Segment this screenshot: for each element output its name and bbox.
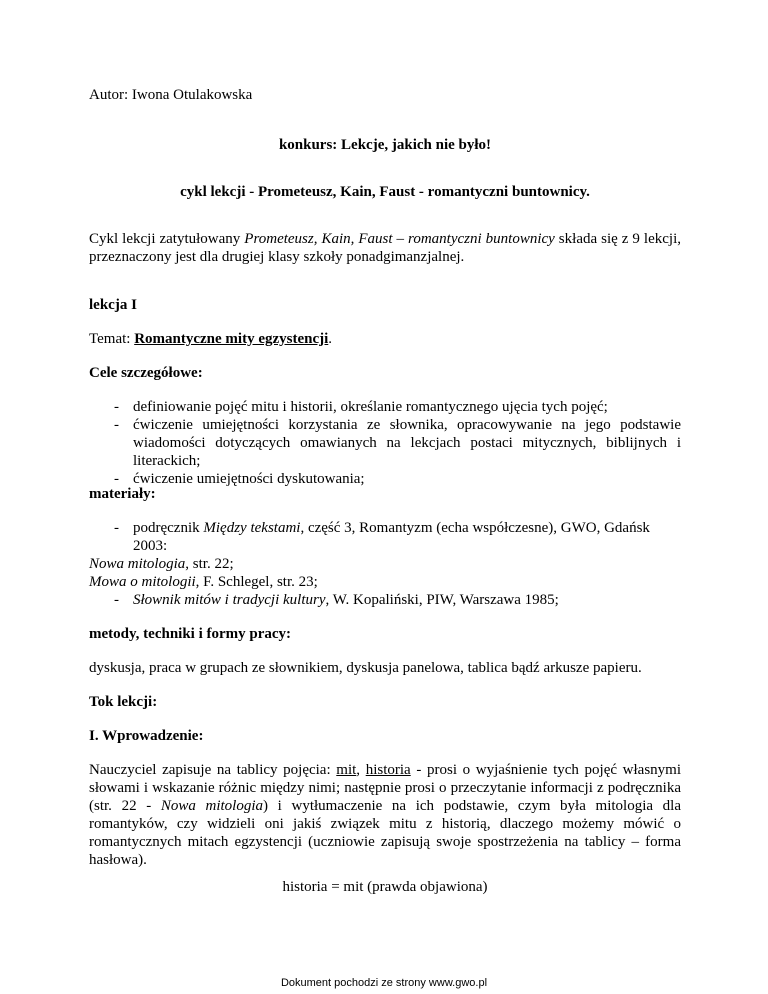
material-book-title: Słownik mitów i tradycji kultury xyxy=(133,592,326,608)
methods-heading: metody, techniki i formy pracy: xyxy=(89,626,292,642)
topic-end: . xyxy=(328,331,333,347)
methods-text: dyskusja, praca w grupach ze słownikiem, dyskusja panelowa, tablica bądź arkusze papieru. xyxy=(89,660,642,676)
goal-text: definiowanie pojęć mitu i historii, określanie romantycznego ujęcia tych pojęć; xyxy=(133,399,608,415)
goal-item xyxy=(89,398,681,416)
topic-label: Temat: xyxy=(89,331,135,347)
materials-block xyxy=(89,519,681,609)
intro-paragraph xyxy=(89,230,681,266)
goal-text: ćwiczenie umiejętności dyskutowania; xyxy=(133,471,365,487)
intro-source-title: Nowa mitologia xyxy=(160,798,264,814)
intro-text: Nauczyciel zapisuje na tablicy pojęcia: xyxy=(89,762,337,778)
material-text: , F. Schlegel, str. 23; xyxy=(195,574,318,590)
formula-line: historia = mit (prawda objawiona) xyxy=(282,879,488,895)
goal-item xyxy=(89,416,681,470)
material-line-mowa xyxy=(89,573,681,591)
material-dash: - xyxy=(114,520,119,536)
lesson-heading: lekcja I xyxy=(89,297,137,313)
intro-text-2: składa się z 9 lekcji, przeznaczony jest dla drugiej klasy szkoły ponadgimanzjalnej. xyxy=(89,231,681,265)
term-mit: mit xyxy=(336,762,357,778)
materials-heading: materiały: xyxy=(89,486,156,502)
term-historia: historia xyxy=(365,762,411,778)
material-text: , str. 22; xyxy=(185,556,234,572)
contest-title: konkurs: Lekcje, jakich nie było! xyxy=(278,137,492,153)
goal-dash: - xyxy=(114,471,119,487)
material-dash: - xyxy=(114,592,119,608)
material-text: , W. Kopaliński, PIW, Warszawa 1985; xyxy=(325,592,559,608)
goals-list xyxy=(89,398,681,488)
material-title: Mowa o mitologii xyxy=(89,574,196,590)
footer-source: Dokument pochodzi ze strony www.gwo.pl xyxy=(280,977,488,989)
intro-text: ) i wytłumaczenie na ich podstawie, czym była mitologia dla romantyków, czy widzieli oni jakiś związek mitu z historią, dlaczego możemy mówić o romantycznych mitach egzystencji (uczniowie zapisują swoje spostrzeżenia na tablicy – forma hasłowa). xyxy=(89,798,681,868)
goals-heading: Cele szczegółowe: xyxy=(89,365,203,381)
material-text: podręcznik xyxy=(133,520,204,536)
topic-line xyxy=(89,330,681,348)
goal-text: ćwiczenie umiejętności korzystania ze słownika, opracowywanie na jego podstawie wiadomości dotyczących omawianych na lekcjach postaci mitycznych, biblijnych i literackich; xyxy=(133,417,681,469)
document-page xyxy=(89,0,681,994)
material-title: Nowa mitologia xyxy=(89,556,186,572)
intro-text-1: Cykl lekcji zatytułowany xyxy=(89,231,245,247)
material-text: , część 3, Romantyzm (echa współczesne), GWO, Gdańsk 2003: xyxy=(133,520,650,554)
material-item-dictionary xyxy=(89,591,681,609)
intro-text: - prosi o wyjaśnienie tych pojęć własnymi słowami i wskazanie różnic między nimi; następnie prosi o przeczytanie informacji z podręcznika (str. 22 - xyxy=(89,762,681,814)
introduction-heading: I. Wprowadzenie: xyxy=(89,728,204,744)
cycle-title: cykl lekcji - Prometeusz, Kain, Faust - romantyczni buntownicy. xyxy=(180,184,590,200)
goal-dash: - xyxy=(114,417,119,433)
course-heading: Tok lekcji: xyxy=(89,694,158,710)
goal-dash: - xyxy=(114,399,119,415)
material-line-nowa xyxy=(89,555,681,573)
introduction-paragraph xyxy=(89,761,681,869)
author-line: Autor: Iwona Otulakowska xyxy=(89,87,253,103)
intro-text: , xyxy=(356,762,366,778)
intro-cycle-title: Prometeusz, Kain, Faust – romantyczni buntownicy xyxy=(244,231,555,247)
material-book-title: Między tekstami xyxy=(203,520,301,536)
topic-value: Romantyczne mity egzystencji xyxy=(134,331,329,347)
material-item-textbook xyxy=(89,519,681,555)
